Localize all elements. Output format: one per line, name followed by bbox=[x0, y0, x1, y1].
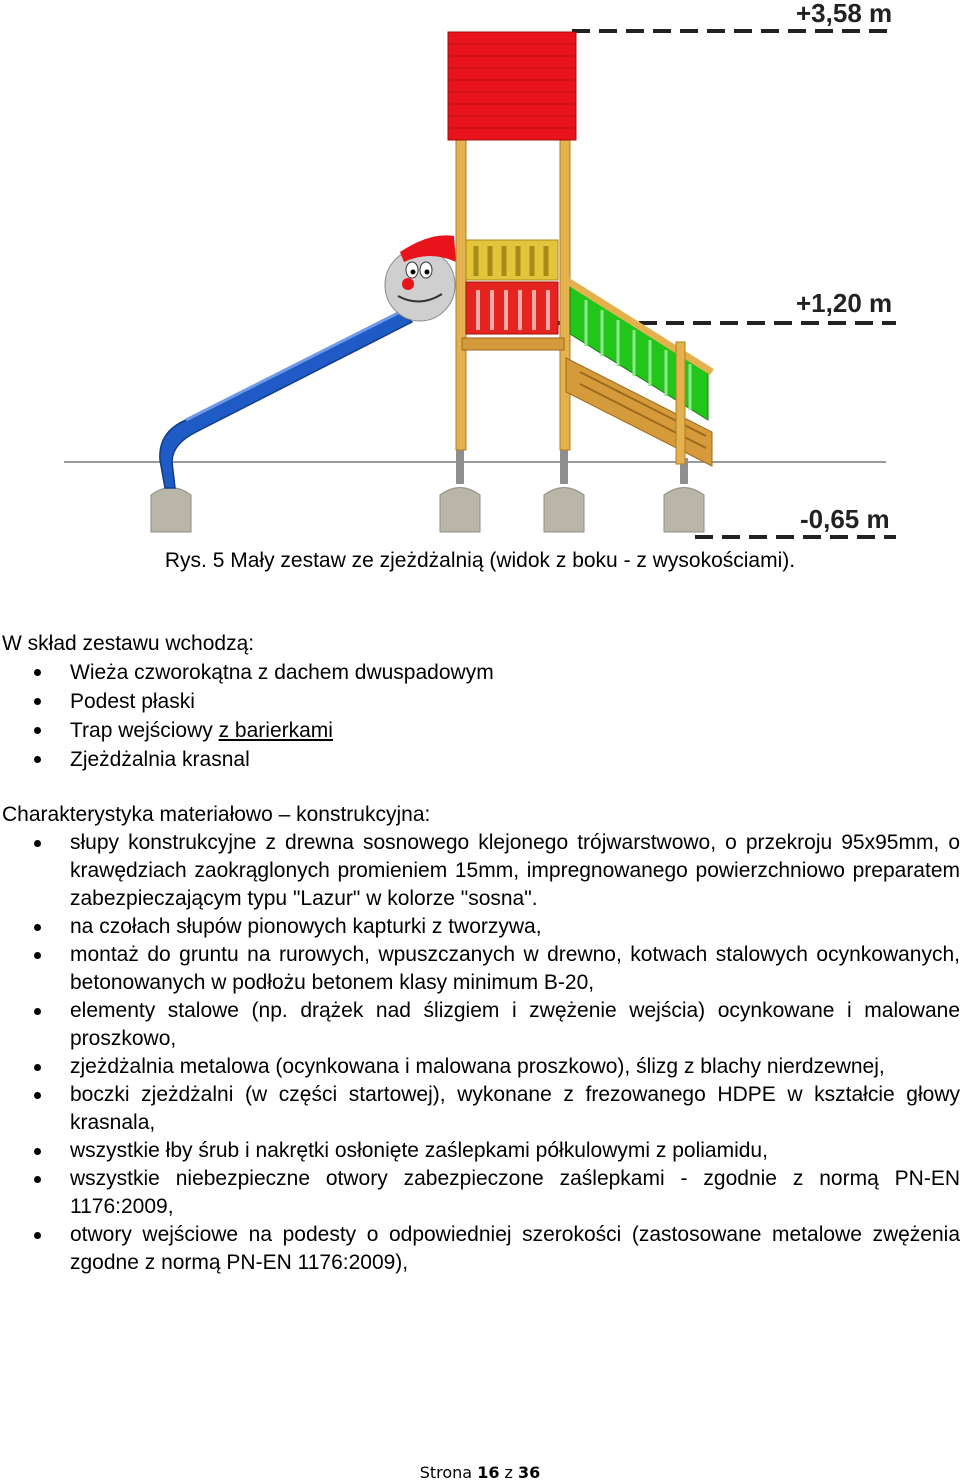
list-item: elementy stalowe (np. drążek nad ślizgiem i zwężenie wejścia) ocynkowane i malowane proszkowo, bbox=[0, 997, 960, 1053]
bullet-icon bbox=[34, 669, 41, 676]
underlined-text: z barierkami bbox=[218, 719, 333, 742]
playground-drawing bbox=[0, 0, 960, 545]
playground-figure bbox=[0, 0, 960, 545]
concrete-foundations bbox=[151, 488, 704, 533]
list-item: wszystkie niebezpieczne otwory zabezpieczone zaślepkami - zgodnie z normą PN-EN 1176:2009, bbox=[0, 1165, 960, 1221]
bullet-icon bbox=[34, 1176, 41, 1183]
list-item: Zjeżdżalnia krasnal bbox=[0, 745, 494, 774]
list-item: zjeżdżalnia metalowa (ocynkowana i malowana proszkowo), ślizg z blachy nierdzewnej, bbox=[0, 1053, 960, 1081]
bullet-icon bbox=[34, 924, 41, 931]
height-label-top: +3,58 m bbox=[796, 0, 893, 28]
bullet-icon bbox=[34, 727, 41, 734]
list-item: Wieża czworokątna z dachem dwuspadowym bbox=[0, 658, 494, 687]
height-label-bottom: -0,65 m bbox=[800, 504, 890, 534]
bullet-icon bbox=[34, 952, 41, 959]
platform bbox=[462, 338, 564, 350]
bullet-icon bbox=[34, 1064, 41, 1071]
list-item: Podest płaski bbox=[0, 687, 494, 716]
list-item: Trap wejściowy z barierkami bbox=[0, 716, 494, 745]
list-item: otwory wejściowe na podesty o odpowiedniej szerokości (zastosowane metalowe zwężenia zgodne z normą PN-EN 1176:2009), bbox=[0, 1221, 960, 1277]
bullet-icon bbox=[34, 840, 41, 847]
tower-upper-panel bbox=[466, 240, 558, 280]
roof bbox=[448, 32, 576, 140]
bullet-icon bbox=[34, 698, 41, 705]
page-footer bbox=[0, 1462, 960, 1484]
footer-separator: z bbox=[499, 1463, 519, 1482]
list-item: boczki zjeżdżalni (w części startowej), wykonane z frezowanego HDPE w kształcie głowy krasnala, bbox=[0, 1081, 960, 1137]
height-label-mid: +1,20 m bbox=[796, 288, 893, 318]
bullet-icon bbox=[34, 756, 41, 763]
characteristics-list bbox=[0, 829, 960, 1277]
gnome-head bbox=[385, 235, 456, 321]
components-list bbox=[0, 658, 494, 774]
characteristics-heading: Charakterystyka materiałowo – konstrukcyjna: bbox=[2, 803, 431, 826]
bullet-icon bbox=[34, 1092, 41, 1099]
list-item: słupy konstrukcyjne z drewna sosnowego klejonego trójwarstwowo, o przekroju 95x95mm, o krawędziach zaokrąglonych promieniem 15mm, impregnowanego powierzchniowo preparatem zabezpieczającym typu "Lazur" w kolorze "sosna". bbox=[0, 829, 960, 913]
components-intro: W skład zestawu wchodzą: bbox=[2, 632, 255, 655]
footer-page-number: 16 bbox=[477, 1463, 500, 1482]
footer-prefix: Strona bbox=[419, 1463, 478, 1482]
figure-caption: Rys. 5 Mały zestaw ze zjeżdżalnią (widok z boku - z wysokościami). bbox=[164, 549, 796, 572]
footer-page-total: 36 bbox=[518, 1463, 541, 1482]
bullet-icon bbox=[34, 1008, 41, 1015]
list-item: wszystkie łby śrub i nakrętki osłonięte zaślepkami półkulowymi z poliamidu, bbox=[0, 1137, 960, 1165]
bullet-icon bbox=[34, 1148, 41, 1155]
list-item: montaż do gruntu na rurowych, wpuszczanych w drewno, kotwach stalowych ocynkowanych, betonowanych w podłożu betonem klasy minimum B-20, bbox=[0, 941, 960, 997]
list-item: na czołach słupów pionowych kapturki z tworzywa, bbox=[0, 913, 960, 941]
tower-red-railing bbox=[466, 282, 558, 334]
bullet-icon bbox=[34, 1232, 41, 1239]
